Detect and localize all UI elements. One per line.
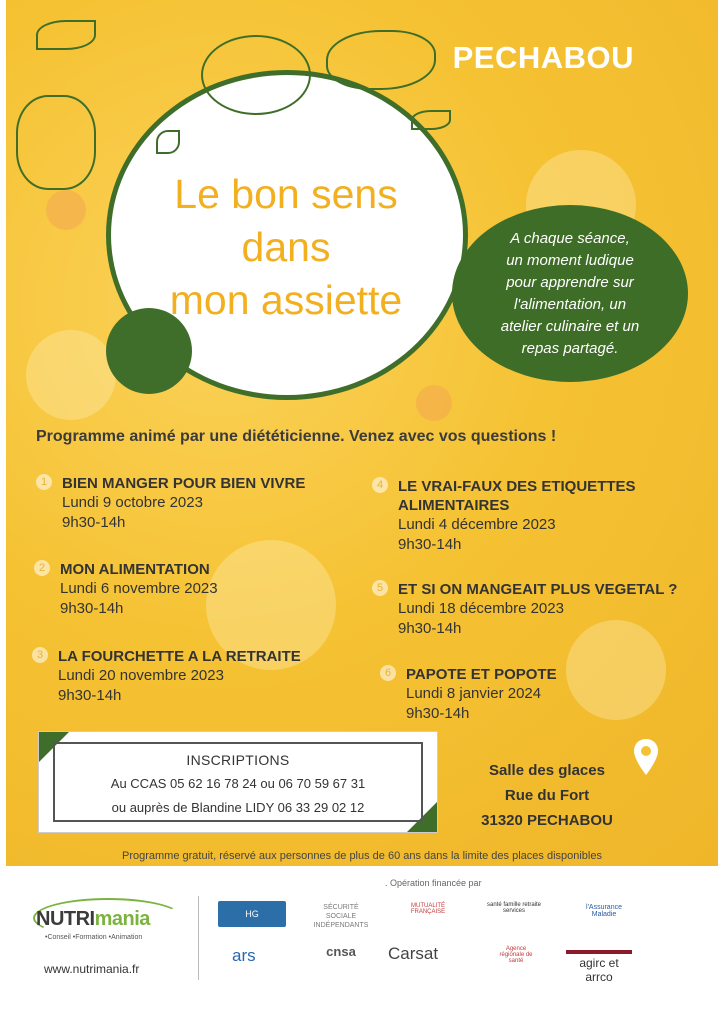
partner-logo-agence: Agence régionale de santé	[499, 946, 533, 964]
session-number: 2	[34, 560, 50, 576]
brand-name-part2: mania	[94, 908, 150, 930]
venue-address	[452, 758, 642, 833]
session-date: Lundi 6 novembre 2023	[60, 580, 218, 597]
partner-logo-assurance: l'Assurance Maladie	[586, 904, 622, 918]
venue-city: 31320 PECHABOU	[481, 812, 613, 829]
session-item	[32, 647, 352, 706]
partner-logo-carsat: Carsat	[388, 944, 439, 963]
session-title-continued: ALIMENTAIRES	[398, 497, 510, 514]
fish-icon	[326, 30, 436, 90]
title-line: dans	[241, 224, 331, 270]
session-date: Lundi 20 novembre 2023	[58, 667, 224, 684]
partner-logo-ars: ars	[232, 946, 256, 965]
session-item	[372, 477, 702, 555]
partner-logo-cnsa: cnsa	[326, 944, 356, 959]
inscriptions-box	[38, 731, 438, 833]
inscriptions-frame	[53, 742, 423, 822]
venue-name: Salle des glaces	[489, 762, 605, 779]
pumpkin-icon	[201, 35, 311, 115]
session-number: 1	[36, 474, 52, 490]
website-link[interactable]: www.nutrimania.fr	[44, 962, 140, 976]
session-item	[36, 474, 356, 533]
inscriptions-contact-ccas: Au CCAS 05 62 16 78 24 ou 06 70 59 67 31	[110, 776, 366, 791]
poster-background	[6, 0, 718, 866]
brand-name-part1: NUTRI	[36, 908, 95, 930]
eligibility-note: Programme gratuit, réservé aux personnes de plus de 60 ans dans la limite des places disponibles	[122, 850, 602, 862]
bokeh-circle	[26, 330, 116, 420]
info-bubble	[452, 205, 688, 382]
partner-logo-secu: SÉCURITÉ SOCIALE INDÉPENDANTS	[313, 904, 369, 929]
program-tagline: Programme animé par une diététicienne. Venez avec vos questions !	[36, 428, 557, 445]
main-title	[136, 168, 436, 327]
session-time: 9h30-14h	[60, 600, 124, 617]
leaf-icon	[411, 110, 451, 130]
session-title: LE VRAI-FAUX DES ETIQUETTES	[398, 478, 636, 495]
title-line: Le bon sens	[174, 171, 398, 217]
partner-logo-agirc-arrco: agirc et arrco	[566, 950, 632, 984]
partner-logo-hg: HG	[218, 901, 286, 927]
session-date: Lundi 18 décembre 2023	[398, 600, 564, 617]
session-date: Lundi 8 janvier 2024	[406, 685, 542, 702]
venue-street: Rue du Fort	[504, 787, 590, 804]
title-line: mon assiette	[169, 277, 403, 323]
session-title: PAPOTE ET POPOTE	[406, 666, 557, 683]
session-time: 9h30-14h	[398, 536, 462, 553]
leaf-icon	[156, 130, 180, 154]
session-item	[372, 580, 712, 639]
inscriptions-contact-person: ou auprès de Blandine LIDY 06 33 29 02 12	[111, 800, 365, 815]
nutrimania-logo	[33, 898, 183, 958]
session-title: MON ALIMENTATION	[60, 561, 210, 578]
inscriptions-heading: INSCRIPTIONS	[186, 752, 290, 768]
session-time: 9h30-14h	[406, 705, 470, 722]
session-number: 5	[372, 580, 388, 596]
info-text: A chaque séance, un moment ludique pour apprendre sur l'alimentation, un atelier culinaire et un repas partagé.	[500, 229, 640, 357]
session-number: 6	[380, 665, 396, 681]
session-date: Lundi 9 octobre 2023	[62, 494, 203, 511]
leaf-icon	[36, 20, 96, 50]
session-time: 9h30-14h	[398, 620, 462, 637]
session-item	[380, 665, 700, 724]
session-item	[34, 560, 354, 619]
session-title: BIEN MANGER POUR BIEN VIVRE	[62, 475, 306, 492]
bokeh-circle	[46, 190, 86, 230]
pineapple-icon	[16, 95, 96, 190]
partner-logo-mutualite: MUTUALITÉ FRANÇAISE	[410, 903, 446, 915]
session-time: 9h30-14h	[62, 514, 126, 531]
partner-logo-msa: santé famille retraite services	[486, 902, 542, 914]
session-title: LA FOURCHETTE A LA RETRAITE	[58, 648, 301, 665]
town-name: PECHABOU	[452, 40, 634, 75]
session-title: ET SI ON MANGEAIT PLUS VEGETAL ?	[398, 581, 678, 598]
session-time: 9h30-14h	[58, 687, 122, 704]
brand-name	[36, 908, 150, 931]
session-number: 3	[32, 647, 48, 663]
session-number: 4	[372, 477, 388, 493]
footer-divider	[198, 896, 199, 980]
brand-subtitle: •Conseil •Formation •Animation	[45, 934, 143, 941]
financed-by-label: . Opération financée par	[385, 878, 482, 888]
session-date: Lundi 4 décembre 2023	[398, 516, 556, 533]
bokeh-circle	[416, 385, 452, 421]
